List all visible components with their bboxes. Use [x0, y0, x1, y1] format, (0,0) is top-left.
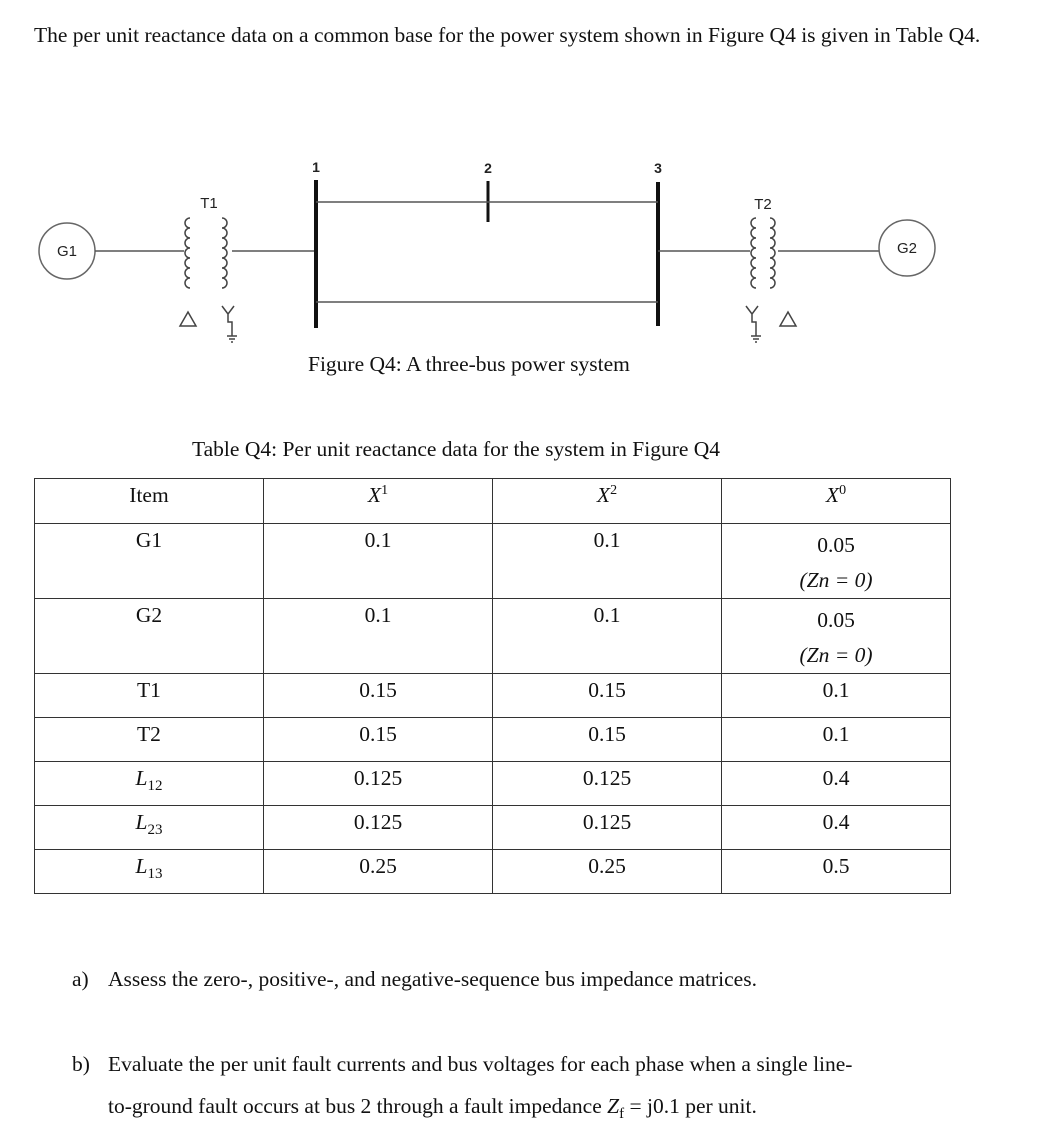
cell-x0: 0.1	[722, 674, 951, 718]
bus-3-label: 3	[654, 160, 662, 176]
t1-delta-symbol	[180, 312, 196, 326]
cell-x0: 0.05 (Zn = 0)	[722, 599, 951, 674]
transformer-t1-symbol	[180, 218, 237, 342]
cell-x1: 0.125	[264, 806, 493, 850]
intro-paragraph: The per unit reactance data on a common base for the power system shown in Figure Q4 is given in Table Q4.	[34, 23, 981, 47]
cell-x1: 0.125	[264, 762, 493, 806]
t2-wye-grounded-symbol	[746, 306, 761, 342]
generator-g1-label: G1	[56, 243, 78, 260]
cell-x2: 0.125	[493, 806, 722, 850]
table-row	[35, 674, 951, 718]
table-row	[35, 806, 951, 850]
cell-item: G1	[35, 524, 264, 599]
cell-x1: 0.15	[264, 718, 493, 762]
cell-x1: 0.25	[264, 850, 493, 894]
power-system-diagram	[0, 140, 1049, 345]
question-b	[72, 1043, 972, 1135]
cell-item: G2	[35, 599, 264, 674]
cell-x2: 0.25	[493, 850, 722, 894]
question-b-text-line2: to-ground fault occurs at bus 2 through a fault impedance $Z_f = j0.1$ per unit.	[108, 1094, 757, 1122]
table-row	[35, 524, 951, 599]
bus-1-label: 1	[312, 159, 320, 175]
cell-x1: 0.1	[264, 524, 493, 599]
reactance-table	[34, 478, 951, 894]
cell-x2: 0.15	[493, 718, 722, 762]
generator-g2-label: G2	[896, 240, 918, 257]
table-caption: Table Q4: Per unit reactance data for the system in Figure Q4	[192, 437, 721, 461]
table-header-row	[35, 479, 951, 524]
table-row	[35, 762, 951, 806]
cell-item: T2	[35, 718, 264, 762]
table-row	[35, 599, 951, 674]
cell-item: $L_{23}$	[35, 806, 264, 850]
bus-2-label: 2	[484, 160, 492, 176]
figure-caption: Figure Q4: A three-bus power system	[308, 352, 630, 376]
cell-x0: 0.4	[722, 806, 951, 850]
cell-x1: 0.1	[264, 599, 493, 674]
cell-x2: 0.1	[493, 524, 722, 599]
header-x1: $X^1$	[264, 479, 493, 524]
header-item: Item	[35, 479, 264, 524]
question-b-label: b)	[72, 1052, 90, 1076]
header-x0: $X^0$	[722, 479, 951, 524]
cell-item: T1	[35, 674, 264, 718]
question-a	[72, 958, 972, 1000]
cell-x0: 0.05 (Zn = 0)	[722, 524, 951, 599]
cell-x0: 0.1	[722, 718, 951, 762]
t1-wye-grounded-symbol	[222, 306, 237, 342]
transformer-t2-label: T2	[754, 196, 772, 213]
cell-x2: 0.15	[493, 674, 722, 718]
cell-x0: 0.5	[722, 850, 951, 894]
cell-item: $L_{13}$	[35, 850, 264, 894]
table-row	[35, 718, 951, 762]
header-x2: $X^2$	[493, 479, 722, 524]
question-b-text-line1: Evaluate the per unit fault currents and bus voltages for each phase when a single line-	[108, 1052, 853, 1076]
cell-x1: 0.15	[264, 674, 493, 718]
transformer-t1-label: T1	[200, 195, 218, 212]
t2-delta-symbol	[780, 312, 796, 326]
question-a-label: a)	[72, 967, 89, 991]
question-a-text: Assess the zero-, positive-, and negative-sequence bus impedance matrices.	[108, 967, 757, 991]
cell-x2: 0.1	[493, 599, 722, 674]
transformer-t2-symbol	[746, 218, 796, 342]
table-row	[35, 850, 951, 894]
cell-x0: 0.4	[722, 762, 951, 806]
cell-x2: 0.125	[493, 762, 722, 806]
cell-item: $L_{12}$	[35, 762, 264, 806]
